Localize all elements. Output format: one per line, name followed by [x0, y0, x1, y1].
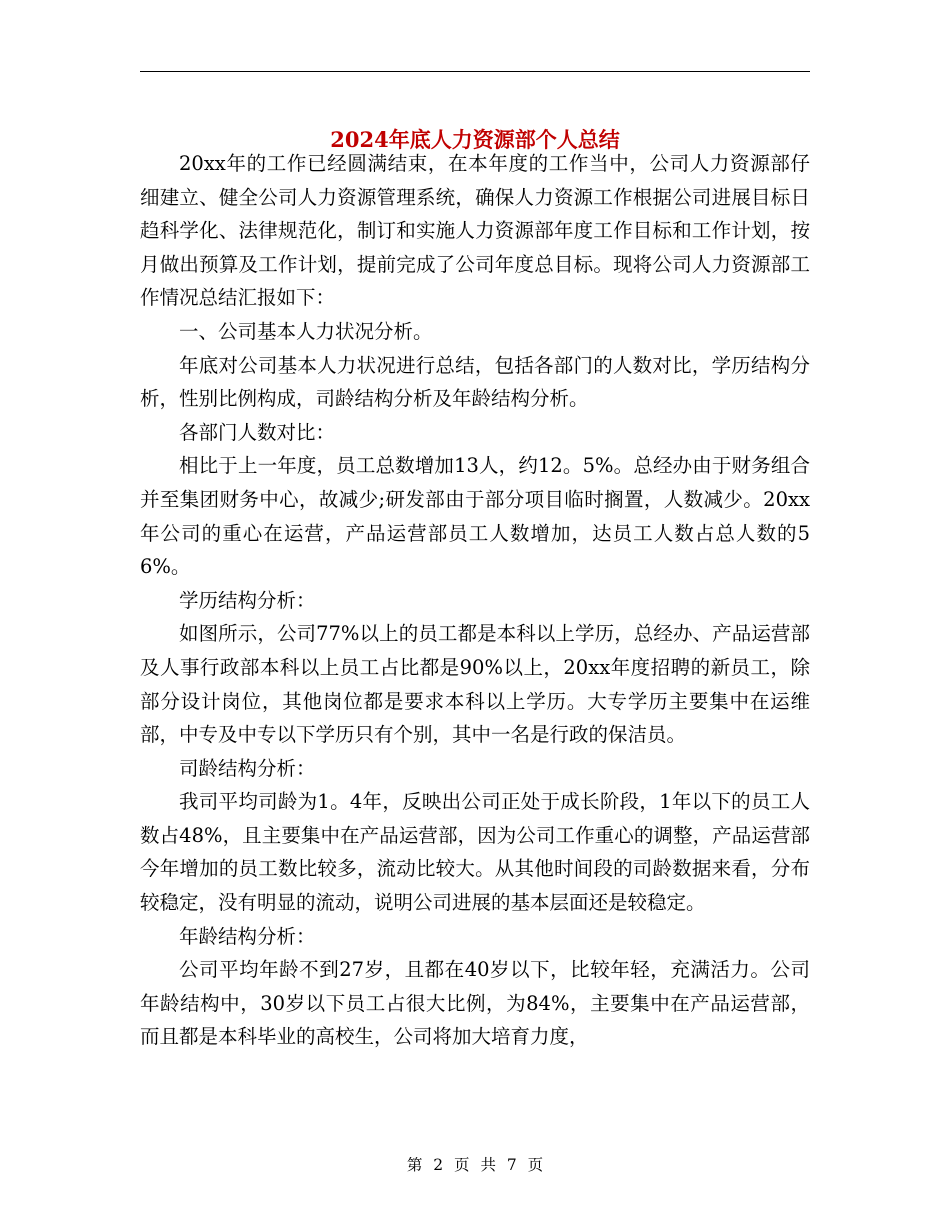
- subheading-department-headcount: 各部门人数对比：: [179, 420, 336, 444]
- paragraph-tenure: 我司平均司龄为1。4年，反映出公司正处于成长阶段，1年以下的员工人数占48%，且主要集中在产品运营部，因为公司工作重心的调整，产品运营部今年增加的员工数比较多，流动比较大。从其他时间段的司龄数据来看，分布较稳定，没有明显的流动，说明公司进展的基本层面还是较稳定。: [140, 790, 810, 915]
- document-body: [140, 147, 810, 1054]
- subheading-age: 年龄结构分析：: [179, 924, 316, 948]
- section-heading-basic-analysis: 一、公司基本人力状况分析。: [179, 319, 433, 343]
- paragraph-intro: 20xx年的工作已经圆满结束，在本年度的工作当中，公司人力资源部仔细建立、健全公司人力资源管理系统，确保人力资源工作根据公司进展目标日趋科学化、法律规范化，制订和实施人力资源部年度工作目标和工作计划，按月做出预算及工作计划，提前完成了公司年度总目标。现将公司人力资源部工作情况总结汇报如下：: [140, 152, 810, 310]
- document-title: 2024年底人力资源部个人总结: [330, 127, 620, 153]
- paragraph-department-headcount: 相比于上一年度，员工总数增加13人，约12。5%。总经办由于财务组合并至集团财务中心，故减少;研发部由于部分项目临时搁置，人数减少。20xx年公司的重心在运营，产品运营部员工人数增加，达员工人数占总人数的56%。: [140, 454, 810, 579]
- subheading-education: 学历结构分析：: [179, 588, 316, 612]
- paragraph-age: 公司平均年龄不到27岁，且都在40岁以下，比较年轻，充满活力。公司年龄结构中，30岁以下员工占很大比例，为84%，主要集中在产品运营部，而且都是本科毕业的高校生，公司将加大培育力度，: [140, 958, 810, 1049]
- paragraph-education: 如图所示，公司77%以上的员工都是本科以上学历，总经办、产品运营部及人事行政部本科以上员工占比都是90%以上，20xx年度招聘的新员工，除部分设计岗位，其他岗位都是要求本科以上学历。大专学历主要集中在运维部，中专及中专以下学历只有个别，其中一名是行政的保洁员。: [140, 622, 810, 747]
- header-rule: [140, 71, 810, 72]
- paragraph-overview: 年底对公司基本人力状况进行总结，包括各部门的人数对比，学历结构分析，性别比例构成，司龄结构分析及年龄结构分析。: [140, 353, 810, 411]
- page-number: 第 2 页 共 7 页: [406, 1156, 544, 1174]
- subheading-tenure: 司龄结构分析：: [179, 756, 316, 780]
